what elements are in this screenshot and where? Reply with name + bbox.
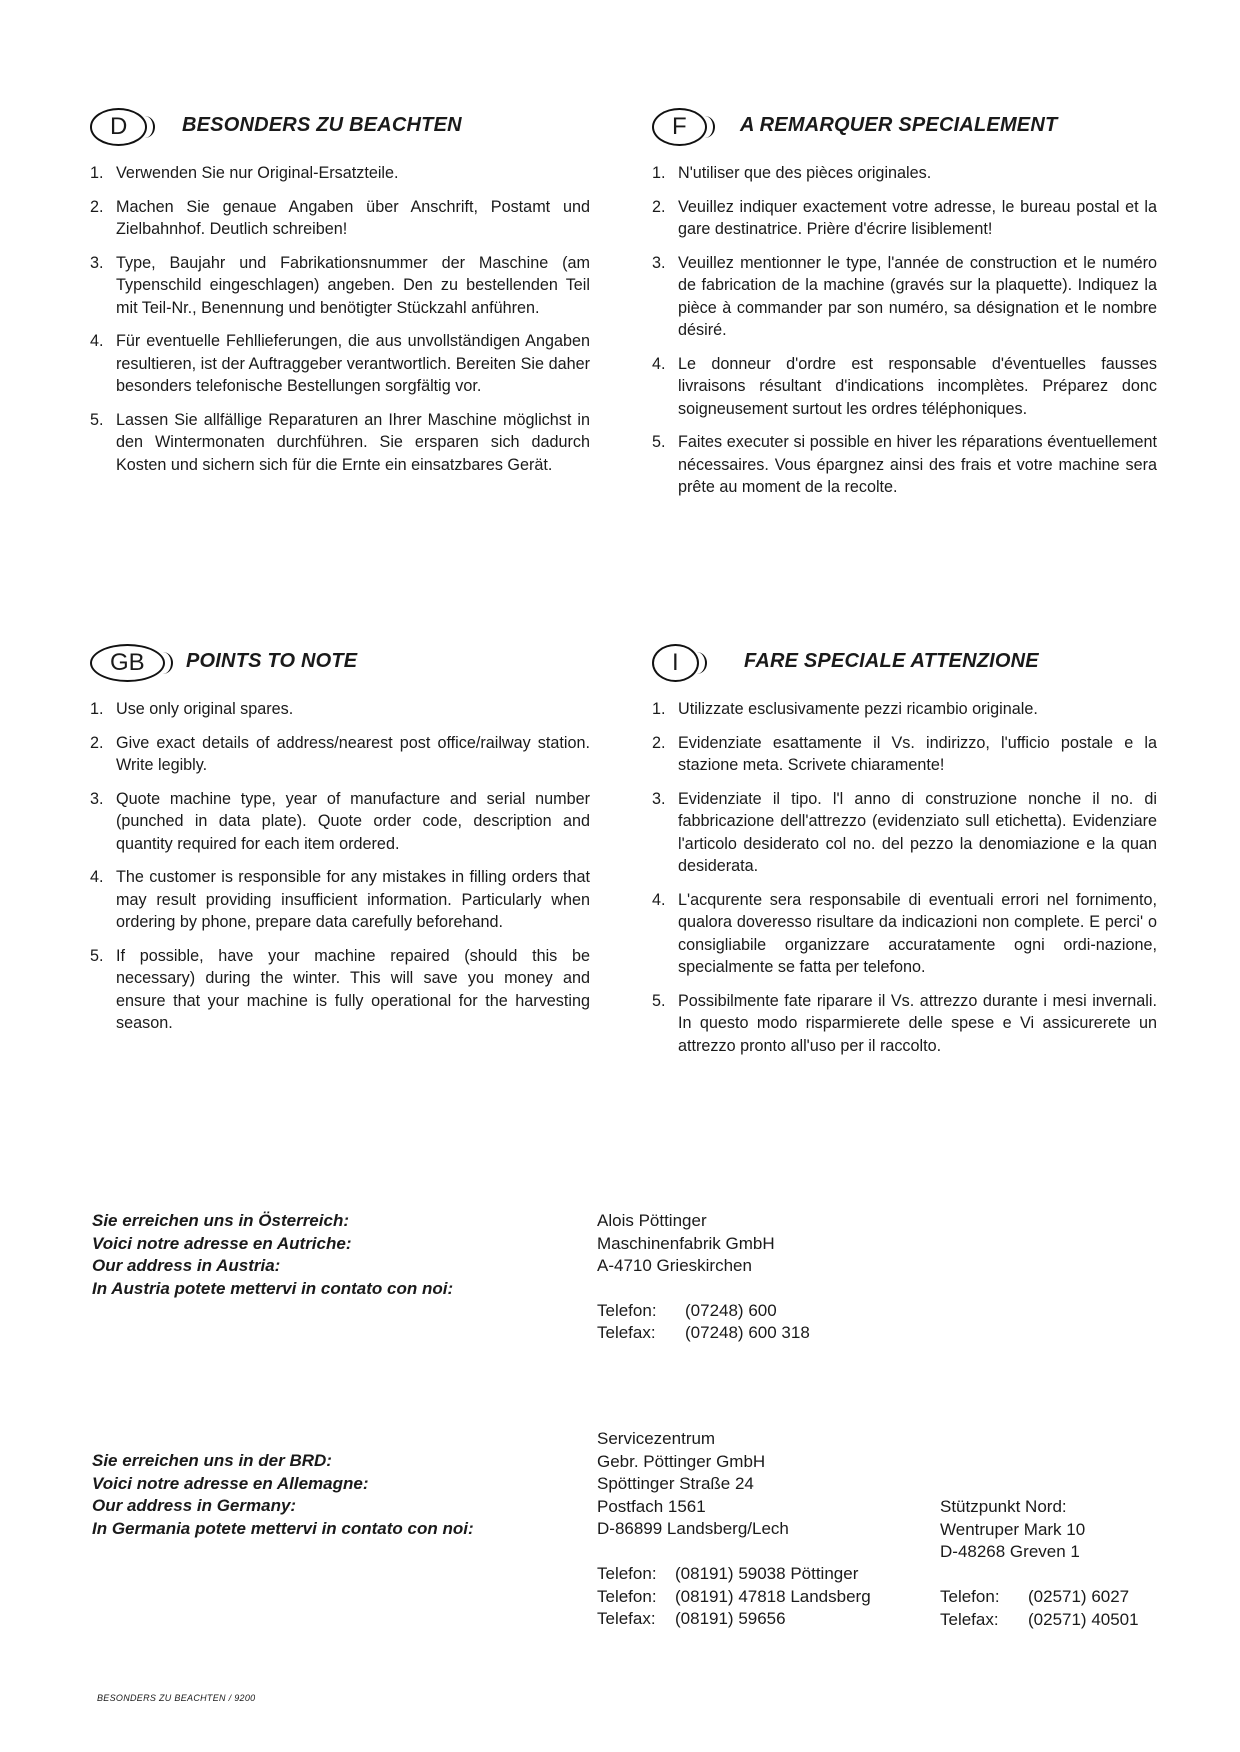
austria-label-en: Our address in Austria:: [92, 1256, 281, 1275]
section-fr: [652, 108, 1157, 510]
list-item: 5. Lassen Sie allfällige Reparaturen an Ihrer Maschine möglichst in den Wintermonaten durchführen. Sie ersparen sich dadurch Kosten und sichern sich für die Ernte ein einsatzbares Gerät.: [90, 410, 590, 474]
section-gb-title: POINTS TO NOTE: [186, 650, 358, 672]
address-line: Maschinenfabrik GmbH: [597, 1233, 775, 1253]
fax-number: (07248) 600 318: [685, 1323, 810, 1342]
austria-labels: [92, 1210, 453, 1300]
address-line: Servicezentrum: [597, 1429, 716, 1448]
list-item: 5. Possibilmente fate riparare il Vs. attrezzo durante i mesi invernali. In questo modo risparmierete delle spese e Vi assicurerete un attrezzo pronto all'uso per il raccolto.: [652, 991, 1157, 1055]
language-badge-de: D: [90, 108, 147, 146]
list-item: 1. N'utiliser que des pièces originales.: [652, 164, 932, 182]
section-de: [90, 108, 590, 487]
section-it-header: [652, 644, 1157, 684]
north-phone: [940, 1586, 1139, 1609]
list-item: 5. If possible, have your machine repaired (should this be necessary) during the winter. This will save you money and ensure that your machine is fully operational for the harvesting season.: [90, 946, 590, 1032]
austria-address: [597, 1210, 810, 1345]
footer-code: BESONDERS ZU BEACHTEN / 9200: [97, 1693, 256, 1703]
germany-phone-2: [597, 1586, 871, 1609]
address-line: Gebr. Pöttinger GmbH: [597, 1451, 766, 1471]
address-line: Wentruper Mark 10: [940, 1519, 1086, 1539]
germany-label-fr: Voici notre adresse en Allemagne:: [92, 1473, 369, 1493]
austria-label-de: Sie erreichen uns in Österreich:: [92, 1211, 349, 1230]
fax-number: (02571) 40501: [1028, 1609, 1139, 1629]
germany-north-address: [940, 1496, 1139, 1631]
section-it-title: FARE SPECIALE ATTENZIONE: [744, 650, 1039, 672]
germany-address: [597, 1428, 871, 1631]
section-gb: [90, 644, 590, 1046]
section-fr-header: [652, 108, 1157, 148]
phone-label: Telefon:: [597, 1300, 657, 1320]
austria-label-fr: Voici notre adresse en Autriche:: [92, 1233, 352, 1253]
list-item: 2. Evidenziate esattamente il Vs. indirizzo, l'ufficio postale e la stazione meta. Scrivete chiaramente!: [652, 733, 1157, 774]
section-gb-list: [90, 698, 590, 1035]
germany-fax: [597, 1608, 871, 1631]
fax-label: Telefax:: [597, 1609, 656, 1628]
phone-number: (08191) 47818 Landsberg: [675, 1586, 871, 1606]
list-item: 2. Give exact details of address/nearest post office/railway station. Write legibly.: [90, 733, 590, 774]
address-line: Postfach 1561: [597, 1496, 706, 1516]
phone-number: (07248) 600: [685, 1300, 777, 1320]
address-line: D-86899 Landsberg/Lech: [597, 1519, 789, 1538]
phone-number: (08191) 59038 Pöttinger: [675, 1564, 859, 1583]
germany-label-en: Our address in Germany:: [92, 1496, 297, 1515]
germany-phone-1: [597, 1563, 871, 1586]
section-de-title: BESONDERS ZU BEACHTEN: [182, 114, 462, 136]
list-item: 1. Use only original spares.: [90, 700, 294, 718]
section-it: [652, 644, 1157, 1068]
section-de-list: [90, 162, 590, 476]
address-line: A-4710 Grieskirchen: [597, 1256, 752, 1275]
austria-label-it: In Austria potete mettervi in contato con noi:: [92, 1278, 454, 1298]
austria-fax: [597, 1322, 810, 1345]
phone-label: Telefon:: [597, 1564, 657, 1583]
fax-label: Telefax:: [940, 1609, 999, 1629]
language-badge-fr: F: [652, 108, 707, 146]
address-line: D-48268 Greven 1: [940, 1542, 1080, 1561]
list-item: 2. Veuillez indiquer exactement votre adresse, le bureau postal et la gare destinatrice. Prière d'écrire lisiblement!: [652, 197, 1157, 238]
phone-number: (02571) 6027: [1028, 1587, 1130, 1606]
phone-label: Telefon:: [940, 1587, 1000, 1606]
list-item: 3. Evidenziate il tipo. l'l anno di construzione nonche il no. di fabbricazione dell'attrezzo (evidenziato sull etichetta). Evidenziare l'articolo desiderato col no. del pezzo la denomiazione e la quan desiderata.: [652, 789, 1157, 875]
list-item: 3. Type, Baujahr und Fabrikationsnummer der Maschine (am Typenschild eingeschlagen) angeben. Den zu bestellenden Teil mit Teil-Nr., Benennung und benötigter Stückzahl anführen.: [90, 253, 590, 317]
fax-number: (08191) 59656: [675, 1609, 786, 1628]
fax-label: Telefax:: [597, 1323, 656, 1342]
phone-label: Telefon:: [597, 1586, 657, 1606]
section-fr-title: A REMARQUER SPECIALEMENT: [740, 114, 1058, 136]
list-item: 3. Veuillez mentionner le type, l'année de construction et le numéro de fabrication de la machine (gravés sur la plaquette). Indiquez la pièce à commander par son numéro, sa désignation et le nombre désiré.: [652, 253, 1157, 339]
address-line: Stützpunkt Nord:: [940, 1497, 1067, 1516]
section-fr-list: [652, 162, 1157, 499]
north-fax: [940, 1609, 1139, 1632]
list-item: 2. Machen Sie genaue Angaben über Anschrift, Postamt und Zielbahnhof. Deutlich schreiben!: [90, 197, 590, 238]
austria-phone: [597, 1300, 810, 1323]
list-item: 4. Für eventuelle Fehllieferungen, die aus unvollständigen Angaben resultieren, ist der Auftraggeber verantwortlich. Bereiten Sie daher besonders telefonische Bestellungen sorgfältig vor.: [90, 332, 590, 395]
list-item: 1. Utilizzate esclusivamente pezzi ricambio originale.: [652, 700, 1038, 718]
section-de-header: [90, 108, 590, 148]
language-badge-gb: GB: [90, 644, 165, 682]
language-badge-it: I: [652, 644, 699, 682]
list-item: 4. Le donneur d'ordre est responsable d'éventuelles fausses livraisons résultant d'indications incomplètes. Préparez donc soigneusement surtout les ordres téléphoniques.: [652, 354, 1157, 418]
germany-labels: [92, 1450, 474, 1540]
germany-label-it: In Germania potete mettervi in contato con noi:: [92, 1518, 474, 1538]
address-line: Spöttinger Straße 24: [597, 1474, 754, 1493]
section-gb-header: [90, 644, 590, 684]
list-item: 3. Quote machine type, year of manufacture and serial number (punched in data plate). Quote order code, description and quantity required for each item ordered.: [90, 789, 590, 853]
section-it-list: [652, 698, 1157, 1057]
germany-label-de: Sie erreichen uns in der BRD:: [92, 1451, 332, 1470]
list-item: 4. The customer is responsible for any mistakes in filling orders that may result providing insufficient information. Particularly when ordering by phone, prepare data carefully beforehand.: [90, 868, 590, 931]
list-item: 5. Faites executer si possible en hiver les réparations éventuellement nécessaires. Vous épargnez ainsi des frais et votre machine sera prête au moment de la recolte.: [652, 433, 1157, 496]
list-item: 1. Verwenden Sie nur Original-Ersatzteile.: [90, 164, 399, 182]
address-line: Alois Pöttinger: [597, 1211, 707, 1230]
list-item: 4. L'acqurente sera responsabile di eventuali errori nel fornimento, qualora doveresso risultare da indicazioni non complete. E perci' o consigliabile organizzare accuratamente ogni ordi-nazione, specialmente se fatta per telefono.: [652, 890, 1157, 976]
